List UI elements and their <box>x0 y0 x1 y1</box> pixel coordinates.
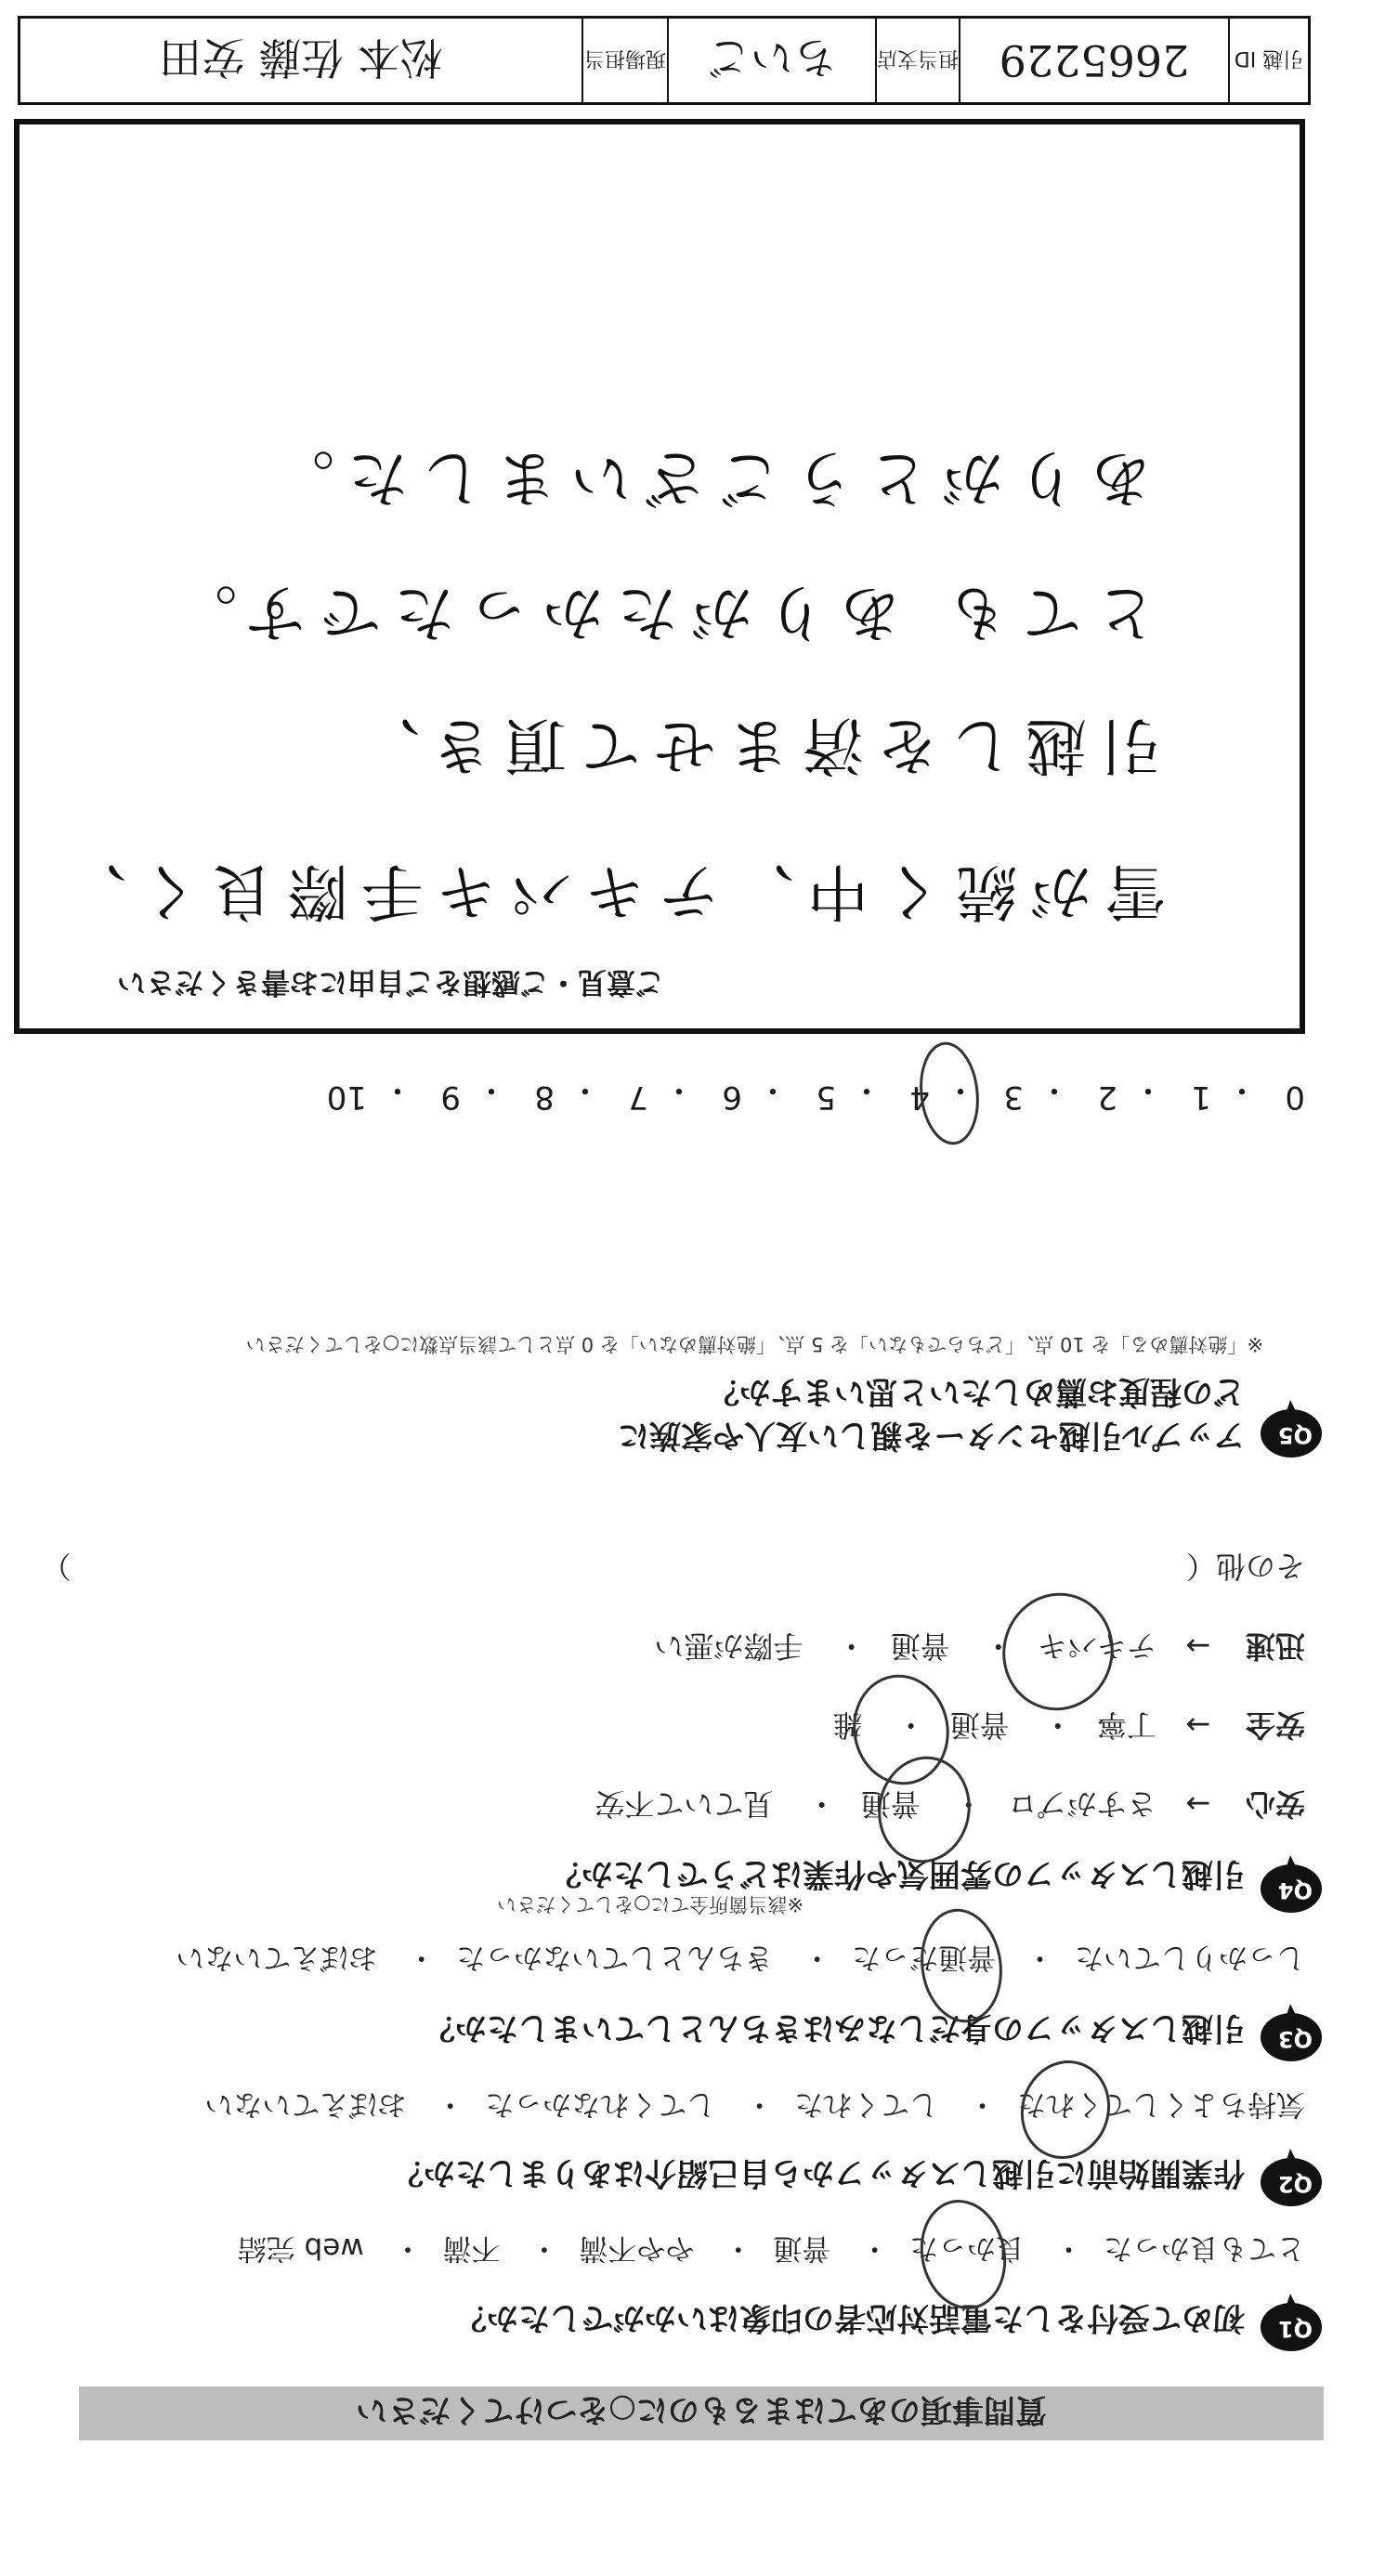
q1-badge-label: Q1 <box>1277 2316 1313 2342</box>
q1-option[interactable]: とても良かった <box>1104 2231 1305 2265</box>
q3-option[interactable]: きちんとしていなかった <box>456 1941 774 1974</box>
q5-score-option[interactable]: 3 <box>1003 1079 1024 1116</box>
q5-badge-label: Q5 <box>1277 1422 1313 1448</box>
q5-score-selected[interactable]: 7 <box>628 1079 648 1116</box>
q4-option[interactable]: 丁寧 <box>1096 1707 1156 1743</box>
q5-score-option[interactable]: 9 <box>440 1079 461 1116</box>
q4-row-anshin: 安心→ さすがプロ・ 普通・ 見ていて不安 <box>594 1785 1305 1827</box>
q4-option-selected[interactable]: テキパキ <box>1037 1628 1156 1664</box>
q5-score-option[interactable]: 4 <box>909 1079 930 1116</box>
q4-option[interactable]: 手際が悪い <box>654 1628 804 1664</box>
handwritten-line: ありがとうございました。 <box>260 442 1152 514</box>
q5-score-option[interactable]: 2 <box>1097 1079 1117 1116</box>
q5-question-line2: どの程度お薦めしたいと思いますか？ <box>708 1373 1245 1410</box>
scale-separator: ・ <box>851 1071 882 1108</box>
q5-score-option[interactable]: 0 <box>1285 1079 1305 1116</box>
q5-question-line1: アップル引越センターを親しい友人や家族に <box>618 1417 1245 1454</box>
q3-question: 引越しスタッフの身だしなみはきちんとしていましたか？ <box>424 2009 1245 2046</box>
q5-score-scale <box>0 1071 1305 1116</box>
q5-score-option[interactable]: 5 <box>816 1079 836 1116</box>
q4-row-jinsoku: 迅速→ テキパキ・ 普通・ 手際が悪い <box>654 1627 1305 1669</box>
q4-badge-label: Q4 <box>1277 1877 1313 1903</box>
q3-badge-label: Q3 <box>1277 2026 1313 2052</box>
staff-signature: 松本 佐藤 安田 <box>159 33 443 83</box>
branch-label: 担当支店 <box>875 19 959 102</box>
q1-option[interactable]: web 完結 <box>237 2231 364 2265</box>
q2-options: 気持ちよくしてくれた・ してくれた・ してくれなかった・ おぼえていない <box>204 2087 1305 2121</box>
q4-option[interactable]: 雑 <box>832 1707 863 1743</box>
q3-option[interactable]: しっかりしていた <box>1075 1941 1305 1974</box>
q3-options: しっかりしていた・ 普通だった・ きちんとしていなかった・ おぼえていない <box>176 1941 1305 1974</box>
q1-option-selected[interactable]: 良かった <box>909 2231 1026 2265</box>
q2-option[interactable]: してくれなかった <box>485 2087 716 2121</box>
q1-options: とても良かった・ 良かった・ 普通・ やや不満・ 不満・ web 完結 <box>237 2231 1305 2265</box>
q4-question: 引越しスタッフの雰囲気や作業はどうでしたか？ <box>550 1855 1245 1892</box>
arrow-right-icon: → <box>1185 1628 1211 1664</box>
q2-option[interactable]: 気持ちよくしてくれた <box>1017 2087 1305 2121</box>
arrow-right-icon: → <box>1185 1786 1211 1822</box>
scale-separator: ・ <box>663 1071 695 1108</box>
q1-option[interactable]: 不満 <box>442 2231 501 2265</box>
q4-other-close: ） <box>41 1549 72 1584</box>
q5-score-option[interactable]: 10 <box>326 1079 367 1116</box>
q5-score-option[interactable]: 8 <box>534 1079 555 1116</box>
id-value: 2665229 <box>959 19 1228 102</box>
q2-badge-label: Q2 <box>1277 2171 1313 2197</box>
q5-score-option[interactable]: 6 <box>722 1079 742 1116</box>
scale-separator: ・ <box>1039 1071 1070 1108</box>
q2-question: 作業開始前に引越しスタッフから自己紹介はありましたか？ <box>392 2154 1245 2191</box>
scale-separator: ・ <box>945 1071 976 1108</box>
id-label: 引越 ID <box>1228 19 1308 102</box>
q4-option[interactable]: さすがプロ <box>1007 1786 1156 1822</box>
comment-title: ご意見・ご感想をご自由にお書きください <box>117 965 664 999</box>
q1-question: 初めて受付をした電話対応者の印象はいかがでしたか？ <box>455 2299 1245 2336</box>
scale-separator: ・ <box>569 1071 601 1108</box>
q5-score-option[interactable]: 1 <box>1191 1079 1211 1116</box>
q2-option-selected[interactable]: してくれた <box>794 2087 939 2121</box>
q3-option[interactable]: おぼえていない <box>176 1941 378 1974</box>
scale-separator: ・ <box>757 1071 789 1108</box>
handwritten-line: とても ありがたかったです。 <box>163 577 1156 648</box>
scale-separator: ・ <box>476 1071 507 1108</box>
scale-separator: ・ <box>1226 1071 1258 1108</box>
scale-separator: ・ <box>1132 1071 1164 1108</box>
q1-option[interactable]: やや不満 <box>579 2231 695 2265</box>
q5-note: ※「絶対薦める」を 10 点、「どちらでもない」を 5 点、「絶対薦めない」を 0 点として該当点数に○をしてください <box>245 1333 1263 1355</box>
q4-option-selected[interactable]: 普通 <box>860 1786 921 1822</box>
q4-other-label: その他（ <box>1185 1549 1305 1584</box>
q4-row-label: 迅速 <box>1245 1628 1305 1664</box>
handwritten-line: 引越しを済ませて頂き、 <box>346 710 1161 781</box>
q4-other <box>42 1547 1305 1589</box>
q4-option[interactable]: 見ていて不安 <box>594 1786 774 1822</box>
q4-row-label: 安全 <box>1245 1707 1305 1743</box>
q2-option[interactable]: おぼえていない <box>204 2087 407 2121</box>
q4-row-label: 安心 <box>1245 1786 1305 1822</box>
branch-value: ちいご <box>667 19 875 102</box>
q4-option[interactable]: 普通 <box>890 1628 950 1664</box>
q4-row-anzen: 安全→ 丁寧・ 普通・ 雑 <box>832 1706 1305 1748</box>
q1-option[interactable]: 普通 <box>773 2231 831 2265</box>
q4-option-selected[interactable]: 普通 <box>949 1707 1010 1743</box>
q3-option-selected[interactable]: 普通だった <box>852 1941 997 1974</box>
arrow-right-icon: → <box>1185 1707 1211 1743</box>
staff-label: 現場担当 <box>581 19 667 102</box>
handwritten-line: 雪が続く中、テキパキ手際良く、 <box>52 856 1166 927</box>
instruction-band: 質問事項のあてはまるものに○をつけてください <box>79 2386 1324 2440</box>
scale-separator: ・ <box>382 1071 413 1108</box>
staff-record-table <box>18 16 1311 105</box>
q4-note: ※該当箇所全てに○をしてください <box>497 1893 804 1916</box>
